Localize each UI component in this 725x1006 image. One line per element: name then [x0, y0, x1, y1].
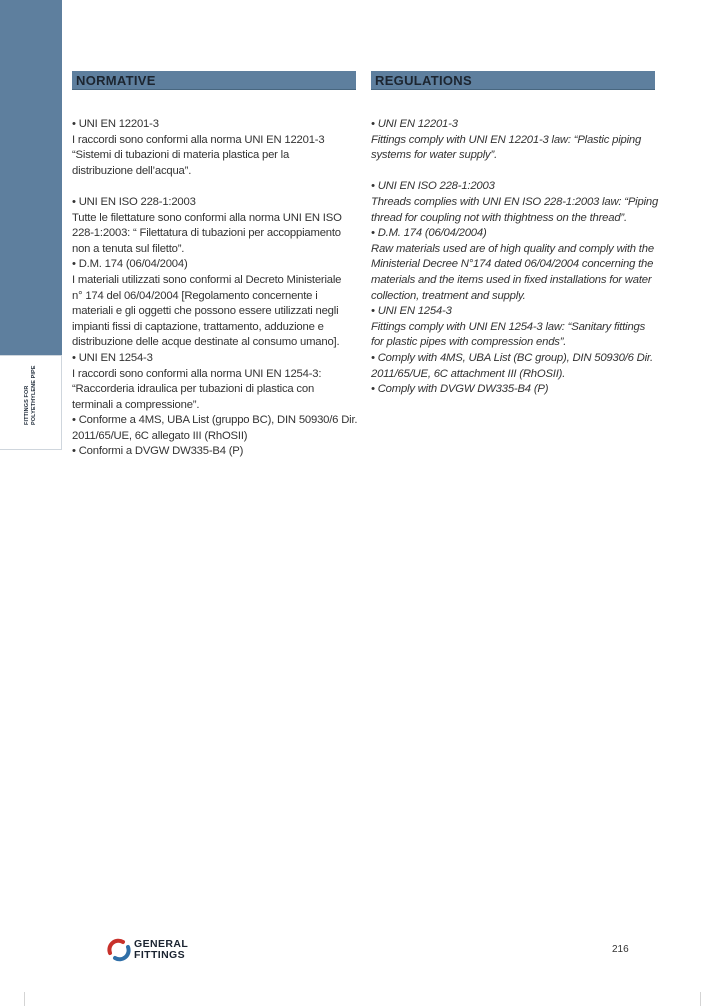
text-line: • Conformi a DVGW DW335-B4 (P) [72, 445, 244, 458]
text-line: Ministerial Decree N°174 dated 06/04/2004 concerning the [371, 258, 654, 271]
text-line: • Conforme a 4MS, UBA List (gruppo BC), DIN 50930/6 Dir. [72, 414, 358, 427]
text-line: systems for water supply”. [371, 149, 498, 162]
regulations-text [371, 117, 659, 398]
text-line: I raccordi sono conformi alla norma UNI EN 1254-3: [72, 367, 322, 380]
text-line: Threads complies with UNI EN ISO 228-1:2003 law: “Piping [371, 195, 659, 208]
text-line: materials and the items used in fixed installations for water [371, 273, 652, 286]
text-line [371, 164, 655, 180]
text-line: thread for coupling not with thightness on the thread”. [371, 211, 627, 224]
text-line: distribuzione delle acque destinate al consumo umano]. [72, 336, 340, 349]
crop-mark [700, 992, 701, 1006]
general-fittings-logo [106, 937, 206, 963]
logo-line2: FITTINGS [134, 949, 186, 961]
side-label-line2: POLYETHYLENE PIPE [31, 365, 37, 425]
text-line: for plastic pipes with compression ends”. [371, 336, 567, 349]
text-line: I materiali utilizzati sono conformi al Decreto Ministeriale [72, 273, 342, 286]
text-line: • Comply with DVGW DW335-B4 (P) [371, 383, 549, 396]
crop-mark [24, 992, 25, 1006]
text-line: • UNI EN ISO 228-1:2003 [371, 180, 495, 193]
text-line: 2011/65/UE, 6C attachment III (RhOSII). [371, 367, 566, 380]
text-line: materiali e gli oggetti che possono essere utilizzati negli [72, 305, 339, 318]
text-line: “Sistemi di tubazioni di materia plastica per la [72, 149, 290, 162]
text-line: terminali a compressione”. [72, 398, 200, 411]
text-line: Fittings comply with UNI EN 1254-3 law: “Sanitary fittings [371, 320, 646, 333]
text-line: impianti fissi di captazione, trattamento, adduzione e [72, 320, 324, 333]
page-number: 216 [612, 944, 629, 955]
text-line: I raccordi sono conformi alla norma UNI EN 12201-3 [72, 133, 325, 146]
regulations-heading: REGULATIONS [371, 71, 655, 90]
text-line: • UNI EN ISO 228-1:2003 [72, 195, 196, 208]
side-label-line1: FITTINGS FOR [24, 385, 30, 425]
text-line: distribuzione dell’acqua”. [72, 164, 192, 177]
text-line: collection, treatment and supply. [371, 289, 526, 302]
logo-line1: GENERAL [134, 938, 189, 950]
text-line: • D.M. 174 (06/04/2004) [72, 258, 188, 271]
regulations-column [371, 71, 659, 398]
text-line: 228-1:2003: “ Filettatura di tubazioni per accoppiamento [72, 227, 341, 240]
logo-wordmark [134, 939, 188, 961]
logo-mark-icon [106, 937, 132, 963]
normative-heading: NORMATIVE [72, 71, 356, 90]
text-line: 2011/65/UE, 6C allegato III (RhOSII) [72, 429, 248, 442]
text-line: • UNI EN 1254-3 [72, 351, 153, 364]
text-line: • Comply with 4MS, UBA List (BC group), DIN 50930/6 Dir. [371, 351, 653, 364]
side-section-label [24, 365, 38, 425]
text-line [72, 179, 356, 195]
text-line: n° 174 del 06/04/2004 [Regolamento concernente i [72, 289, 318, 302]
text-line: • UNI EN 1254-3 [371, 305, 452, 318]
normative-column [72, 71, 356, 460]
text-line: Tutte le filettature sono conformi alla norma UNI EN ISO [72, 211, 342, 224]
text-line: • UNI EN 12201-3 [371, 118, 458, 130]
text-line: Fittings comply with UNI EN 12201-3 law: “Plastic piping [371, 133, 642, 146]
text-line: Raw materials used are of high quality and comply with the [371, 242, 654, 255]
text-line: “Raccorderia idraulica per tubazioni di plastica con [72, 383, 315, 396]
text-line: • UNI EN 12201-3 [72, 118, 159, 130]
text-line: • D.M. 174 (06/04/2004) [371, 227, 487, 240]
text-line: non a tenuta sul filetto”. [72, 242, 185, 255]
normative-text [72, 117, 356, 460]
